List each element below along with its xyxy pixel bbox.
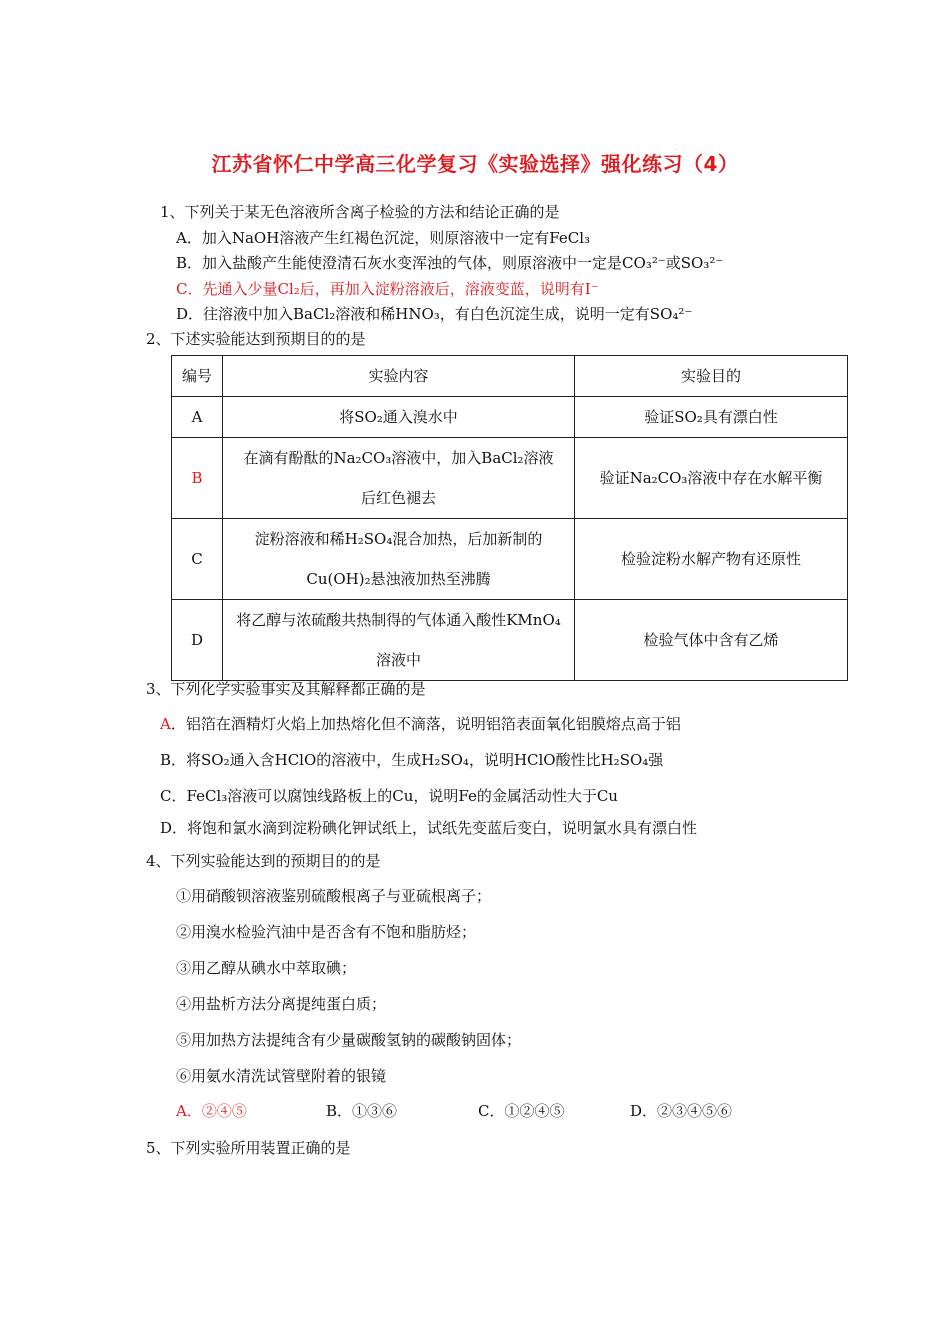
q1-option-a: A．加入NaOH溶液产生红褐色沉淀，则原溶液中一定有FeCl₃ [176, 229, 591, 247]
row-id: C [172, 519, 223, 600]
q3-stem: 3、下列化学实验事实及其解释都正确的是 [146, 680, 426, 698]
table-row [172, 519, 848, 600]
q4-item: ⑥用氨水清洗试管壁附着的银镜 [176, 1067, 387, 1085]
q3-option-a-answer [160, 714, 681, 734]
q3-option-d: D．将饱和氯水滴到淀粉碘化钾试纸上，试纸先变蓝后变白，说明氯水具有漂白性 [160, 819, 698, 837]
q1-option-d: D．往溶液中加入BaCl₂溶液和稀HNO₃，有白色沉淀生成，说明一定有SO₄²⁻ [176, 305, 693, 323]
q3-option-a-text: ．铝箔在酒精灯火焰上加热熔化但不滴落，说明铝箔表面氧化铝膜熔点高于铝 [170, 715, 681, 733]
header-purpose: 实验目的 [575, 356, 848, 397]
q4-stem: 4、下列实验能达到的预期目的的是 [146, 852, 381, 870]
row-content-line-1: 在滴有酚酞的Na₂CO₃溶液中，加入BaCl₂溶液 [243, 449, 554, 467]
header-content: 实验内容 [223, 356, 575, 397]
row-content [223, 600, 575, 681]
row-content-line-1: 淀粉溶液和稀H₂SO₄混合加热，后加新制的 [254, 530, 543, 548]
row-id: A [172, 397, 223, 438]
q3-option-c: C．FeCl₃溶液可以腐蚀线路板上的Cu，说明Fe的金属活动性大于Cu [160, 787, 618, 805]
table-header-row [172, 356, 848, 397]
row-purpose: 检验气体中含有乙烯 [575, 600, 848, 681]
row-content [223, 519, 575, 600]
q4-option-b: B．①③⑥ [326, 1102, 398, 1120]
experiment-table [171, 355, 848, 681]
q4-item: ①用硝酸钡溶液鉴别硫酸根离子与亚硫根离子； [176, 887, 492, 905]
row-content-line-2: Cu(OH)₂悬浊液加热至沸腾 [306, 570, 491, 588]
row-content-line-2: 溶液中 [375, 651, 421, 669]
q1-stem: 1、下列关于某无色溶液所含离子检验的方法和结论正确的是 [160, 203, 560, 221]
q2-stem: 2、下述实验能达到预期目的的是 [146, 330, 366, 348]
table-row [172, 438, 848, 519]
q1-option-b: B．加入盐酸产生能使澄清石灰水变浑浊的气体，则原溶液中一定是CO₃²⁻或SO₃²⁻ [176, 254, 724, 272]
row-content-line-1: 将乙醇与浓硫酸共热制得的气体通入酸性KMnO₄ [236, 611, 561, 629]
row-content [223, 438, 575, 519]
page-title: 江苏省怀仁中学高三化学复习《实验选择》强化练习（4） [211, 152, 739, 176]
q3-answer-letter: A [160, 715, 171, 733]
row-content: 将SO₂通入溴水中 [223, 397, 575, 438]
q4-option-a-answer: A．②④⑤ [176, 1102, 247, 1120]
q4-item: ④用盐析方法分离提纯蛋白质； [176, 995, 387, 1013]
row-purpose: 验证Na₂CO₃溶液中存在水解平衡 [575, 438, 848, 519]
header-id: 编号 [172, 356, 223, 397]
q4-option-c: C．①②④⑤ [478, 1102, 565, 1120]
q4-option-d: D．②③④⑤⑥ [630, 1102, 733, 1120]
q3-option-b: B．将SO₂通入含HClO的溶液中，生成H₂SO₄，说明HClO酸性比H₂SO₄强 [160, 751, 664, 769]
row-purpose: 验证SO₂具有漂白性 [575, 397, 848, 438]
q5-stem: 5、下列实验所用装置正确的是 [146, 1139, 351, 1157]
table-row [172, 600, 848, 681]
row-id-answer: B [172, 438, 223, 519]
row-purpose: 检验淀粉水解产物有还原性 [575, 519, 848, 600]
q4-item: ②用溴水检验汽油中是否含有不饱和脂肪烃； [176, 923, 477, 941]
q4-item: ⑤用加热方法提纯含有少量碳酸氢钠的碳酸钠固体； [176, 1031, 522, 1049]
row-content-line-2: 后红色褪去 [360, 489, 436, 507]
table-row [172, 397, 848, 438]
q4-item: ③用乙醇从碘水中萃取碘； [176, 959, 357, 977]
q1-option-c-answer: C．先通入少量Cl₂后，再加入淀粉溶液后，溶液变蓝，说明有I⁻ [176, 280, 599, 298]
row-id: D [172, 600, 223, 681]
